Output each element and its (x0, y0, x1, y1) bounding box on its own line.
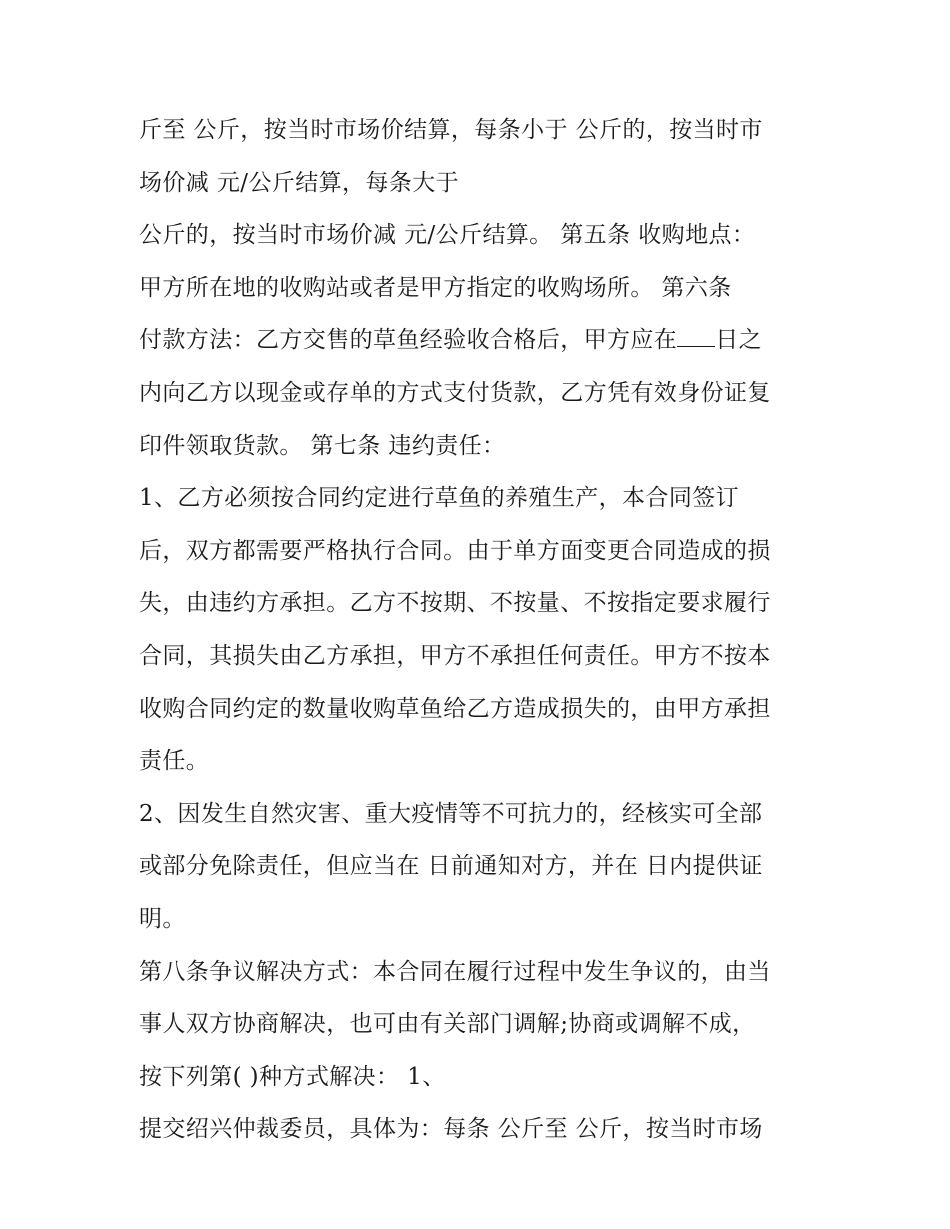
text-line: 印件领取货款。 第七条 违约责任： (139, 432, 506, 459)
text-line: 第八条争议解决方式：本合同在履行过程中发生争议的，由当 (139, 958, 771, 985)
text-line: 甲方所在地的收购站或者是甲方指定的收购场所。 第六条 (139, 274, 732, 301)
text-line: 公斤的，按当时市场价减 元/公斤结算。 第五条 收购地点： (139, 222, 756, 249)
text-line-end: 日之 (715, 327, 763, 354)
text-line: 内向乙方以现金或存单的方式支付货款，乙方凭有效身份证复 (139, 379, 771, 406)
fill-in-blank (677, 326, 715, 347)
text-line: 斤至 公斤，按当时市场价结算，每条小于 公斤的，按当时市 (139, 117, 763, 143)
text-line: 合同，其损失由乙方承担，甲方不承担任何责任。甲方不按本 (139, 642, 771, 669)
text-line: 或部分免除责任，但应当在 日前通知对方，并在 日内提供证 (139, 853, 763, 880)
text-line: 场价减 元/公斤结算，每条大于 (139, 169, 460, 196)
text-line: 按下列第( )种方式解决： 1、 (139, 1063, 446, 1090)
text-line: 收购合同约定的数量收购草鱼给乙方造成损失的，由甲方承担 (139, 695, 771, 722)
text-line: 责任。 (139, 748, 210, 775)
text-line: 2、因发生自然灾害、重大疫情等不可抗力的，经核实可全部 (139, 800, 763, 827)
contract-text (139, 104, 829, 1156)
text-line: 后，双方都需要严格执行合同。由于单方面变更合同造成的损 (139, 537, 771, 564)
text-line: 明。 (139, 905, 186, 932)
text-line-start: 付款方法：乙方交售的草鱼经验收合格后，甲方应在 (139, 327, 678, 354)
text-line: 失，由违约方承担。乙方不按期、不按量、不按指定要求履行 (139, 590, 771, 617)
text-line: 事人双方协商解决，也可由有关部门调解;协商或调解不成， (139, 1011, 756, 1038)
text-line: 提交绍兴仲裁委员，具体为：每条 公斤至 公斤，按当时市场 (139, 1116, 763, 1143)
text-line (139, 314, 829, 367)
text-line: 1、乙方必须按合同约定进行草鱼的养殖生产，本合同签订 (139, 485, 740, 512)
